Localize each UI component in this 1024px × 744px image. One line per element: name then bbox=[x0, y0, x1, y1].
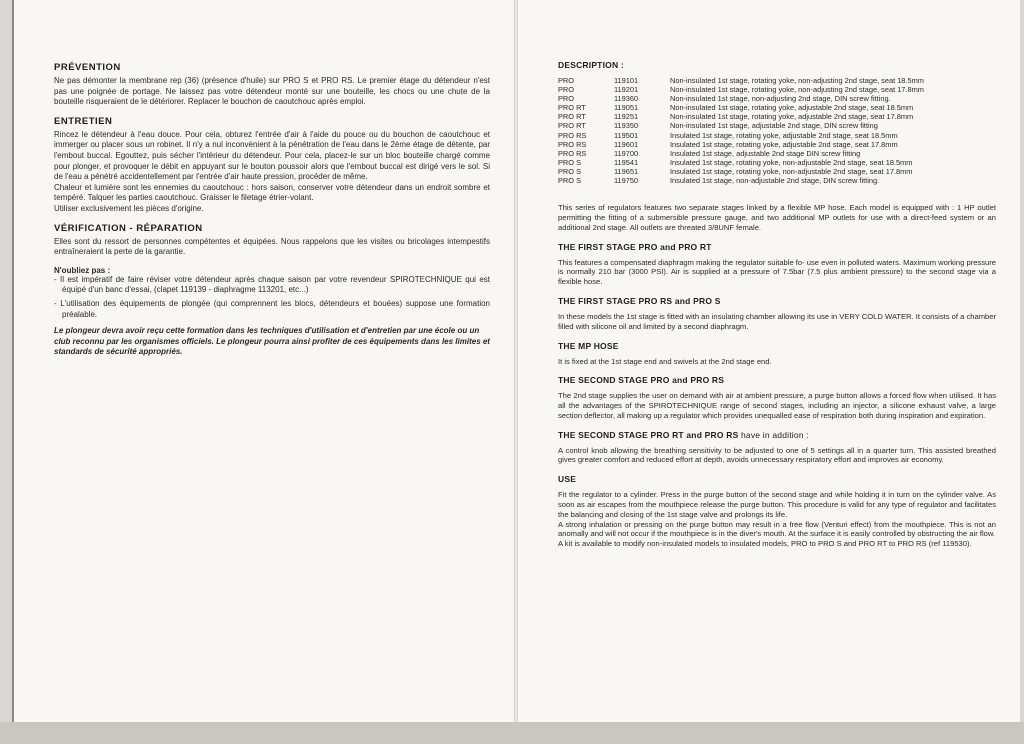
use-paragraph-2: A strong inhalation or pressing on the purge button may result in a free flow (Venturi effect) from the mouthpiece. This is not an anomally and will not occur if the mouthpiece is in the diver's mouth. At the surface it is easily controlled by obstructing the air flow. bbox=[558, 519, 996, 539]
second-stage-rt-suffix: have in addition : bbox=[738, 429, 809, 440]
right-page bbox=[518, 0, 1020, 722]
verification-title: VÉRIFICATION - RÉPARATION bbox=[54, 222, 203, 234]
training-notice: Le plongeur devra avoir reçu cette formation dans les techniques d'utilisation et d'entretien par une école ou un club reconnu par les organismes officiels. Le plongeur pourra ainsi profiter de ces équipements dans les limites et standards de sécurité appropriés. bbox=[54, 326, 490, 357]
use-paragraph-1: Fit the regulator to a cylinder. Press in the purge button of the second stage and while holding it in turn on the cylinder valve. As soon as air escapes from the mouthpiece release the purge button. This procedure is valid for any type of regulator and facilitates the balancing and closing of the 1st stage valve and prolongs its life. bbox=[558, 490, 996, 519]
table-row: PRO RT 119051 Non-insulated 1st stage, rotating yoke, adjustable 2nd stage, seat 18.5mm bbox=[558, 103, 914, 113]
prevention-text: Ne pas démonter la membrane rep (36) (présence d'huile) sur PRO S et PRO RS. Le premier étage du détendeur n'est pas une poignée de portage. Ne laissez pas votre détendeur monté sur une bouteille, les chocs ou une chute de la bouteille risqueraient de le détériorer. Replacer le bouchon de caoutchouc après emploi. bbox=[54, 76, 490, 107]
table-row: PRO 119101 Non-insulated 1st stage, rotating yoke, non-adjusting 2nd stage, seat 18.5mm bbox=[558, 76, 924, 85]
table-row: PRO RT 119251 Non-insulated 1st stage, rotating yoke, adjustable 2nd stage, seat 17.8mm bbox=[558, 112, 914, 122]
table-row: PRO 119201 Non-insulated 1st stage, rotating yoke, non-adjusting 2nd stage, seat 17.8mm bbox=[558, 85, 924, 95]
first-stage-pro-text: This features a compensated diaphragm making the regulator suitable fo- use even in polluted waters. Maximum working pressure is normally 210 bar (3000 PSI). Air is supplied at a pressure of 7.5bar (7.5 plus ambient pressure) to the second stage via a flexible hose. bbox=[558, 257, 996, 287]
second-stage-rt-text: A control knob allowing the breathing sensitivity to be adjusted to one of 5 settings all in a quarter turn. This assisted breathed gives greater comfort and reduced effort at depth, avoids unnecessary respiratory effort and improves air economy. bbox=[558, 445, 996, 465]
table-row: PRO RS 119501 Insulated 1st stage, rotating yoke, adjustable 2nd stage, seat 18.5mm bbox=[558, 130, 898, 140]
description-title: DESCRIPTION : bbox=[558, 60, 624, 70]
entretien-paragraph-2: Chaleur et lumière sont les ennemies du caoutchouc : hors saison, conserver votre détendeur dans un endroit sombre et tempéré. Talquer les parties caoutchouc. Graisser le filetage étrier-volant. bbox=[54, 182, 490, 203]
use-paragraph-3: A kit is available to modify non-insulated models to insulated models, PRO to PRO S and PRO RT to PRO RS (ref 119530). bbox=[558, 539, 972, 549]
table-row: PRO S 119750 Insulated 1st stage, non-adjustable 2nd stage, DIN screw fitting. bbox=[558, 176, 880, 186]
table-row: PRO S 119651 Insulated 1st stage, rotating yoke, non-adjustable 2nd stage, seat 17.8mm bbox=[558, 166, 913, 176]
table-row: PRO S 119541 Insulated 1st stage, rotating yoke, non-adjustable 2nd stage, seat 18.5mm bbox=[558, 157, 913, 167]
second-stage-rt-title: THE SECOND STAGE PRO RT and PRO RS bbox=[558, 429, 739, 440]
table-row: PRO RS 119700 Insulated 1st stage, adjustable 2nd stage DIN screw fitting bbox=[558, 148, 861, 158]
entretien-title: ENTRETIEN bbox=[54, 115, 113, 127]
second-stage-rt-heading bbox=[558, 430, 996, 440]
left-column bbox=[14, 0, 516, 358]
table-row: PRO RT 119350 Non-insulated 1st stage, adjustable 2nd stage, DIN screw fitting bbox=[558, 121, 878, 131]
first-stage-rs-text: In these models the 1st stage is fitted with an insulating chamber allowing its use in VERY COLD WATER. It consists of a chamber filled with silicone oil and limited by a second diaphragm. bbox=[558, 311, 996, 331]
first-stage-rs-title: THE FIRST STAGE PRO RS and PRO S bbox=[558, 295, 721, 306]
verification-bullet-2: - L'utilisation des équipements de plongée (qui comprennent les blocs, détendeurs et bouées) suppose une formation préalable. bbox=[54, 298, 490, 319]
scan-bottom-edge bbox=[0, 722, 1024, 744]
verification-text: Elles sont du ressort de personnes compétentes et équipées. Nous rappelons que les visites ou bricolages intempestifs entraîneraient la perte de la garantie. bbox=[54, 236, 490, 257]
series-intro: This series of regulators features two separate stages linked by a flexible MP hose. Each model is equipped with : 1 HP outlet permitting the fitting of a submersible pressure gauge, and two additional MP outlets for use with a direct-feed system or an additional 2nd stage. All outlets are threated 3/8UNF female. bbox=[558, 203, 996, 232]
first-stage-pro-title: THE FIRST STAGE PRO and PRO RT bbox=[558, 241, 712, 252]
use-title: USE bbox=[558, 474, 577, 485]
right-column bbox=[518, 0, 1020, 558]
second-stage-title: THE SECOND STAGE PRO and PRO RS bbox=[558, 375, 725, 386]
table-row: PRO 119360 Non-insulated 1st stage, non-adjusting 2nd stage, DIN screw fitting. bbox=[558, 94, 891, 104]
second-stage-text: The 2nd stage supplies the user on demand with air at ambient pressure, a purge button allows a forced flow when utilised. It has all the advantages of the SPIROTECHNIQUE range of second stages, including an injector, a silicone exhaust valve, a large section deflector, all making up a regulator which provides unequalled ease of respiration both during inspiration and expiration. bbox=[558, 391, 996, 420]
prevention-title: PRÉVENTION bbox=[54, 62, 121, 73]
entretien-paragraph-3: Utiliser exclusivement les pièces d'origine. bbox=[54, 203, 204, 213]
model-table bbox=[558, 76, 924, 185]
noubliez-label: N'oubliez pas : bbox=[54, 265, 111, 275]
entretien-paragraph-1: Rincez le détendeur à l'eau douce. Pour cela, obturez l'entrée d'air à l'aide du pouce ou du bouchon de caoutchouc et immerger ou placer sous un robinet. Il n'y a nul inconvénient à la pénétration de l'eau dans le 2ème étage de détente, par l'embout buccal. Egouttez, puis sécher l'intérieur du détendeur. Pour cela, placez-le sur un bloc bouteille chargé comme pour plonger, et provoquer le débit en appuyant sur le bouton poussoir alors que l'embout buccal est dirigé vers le sol. Si de l'eau a pénétré accidentellement par l'entrée d'air haute pression, procéder de même. bbox=[54, 129, 490, 182]
mp-hose-title: THE MP HOSE bbox=[558, 340, 619, 351]
verification-bullet-1: - Il est impératif de faire réviser votre détendeur après chaque saison par votre revendeur SPIROTECHNIQUE qui est équipé d'un banc d'essai, (clapet 119139 - diaphragme 113201, etc...) bbox=[54, 274, 490, 295]
table-row: PRO RS 119601 Insulated 1st stage, rotating yoke, adjustable 2nd stage, seat 17.8mm bbox=[558, 139, 898, 149]
left-page bbox=[12, 0, 516, 722]
mp-hose-text: It is fixed at the 1st stage end and swivels at the 2nd stage end. bbox=[558, 356, 772, 366]
